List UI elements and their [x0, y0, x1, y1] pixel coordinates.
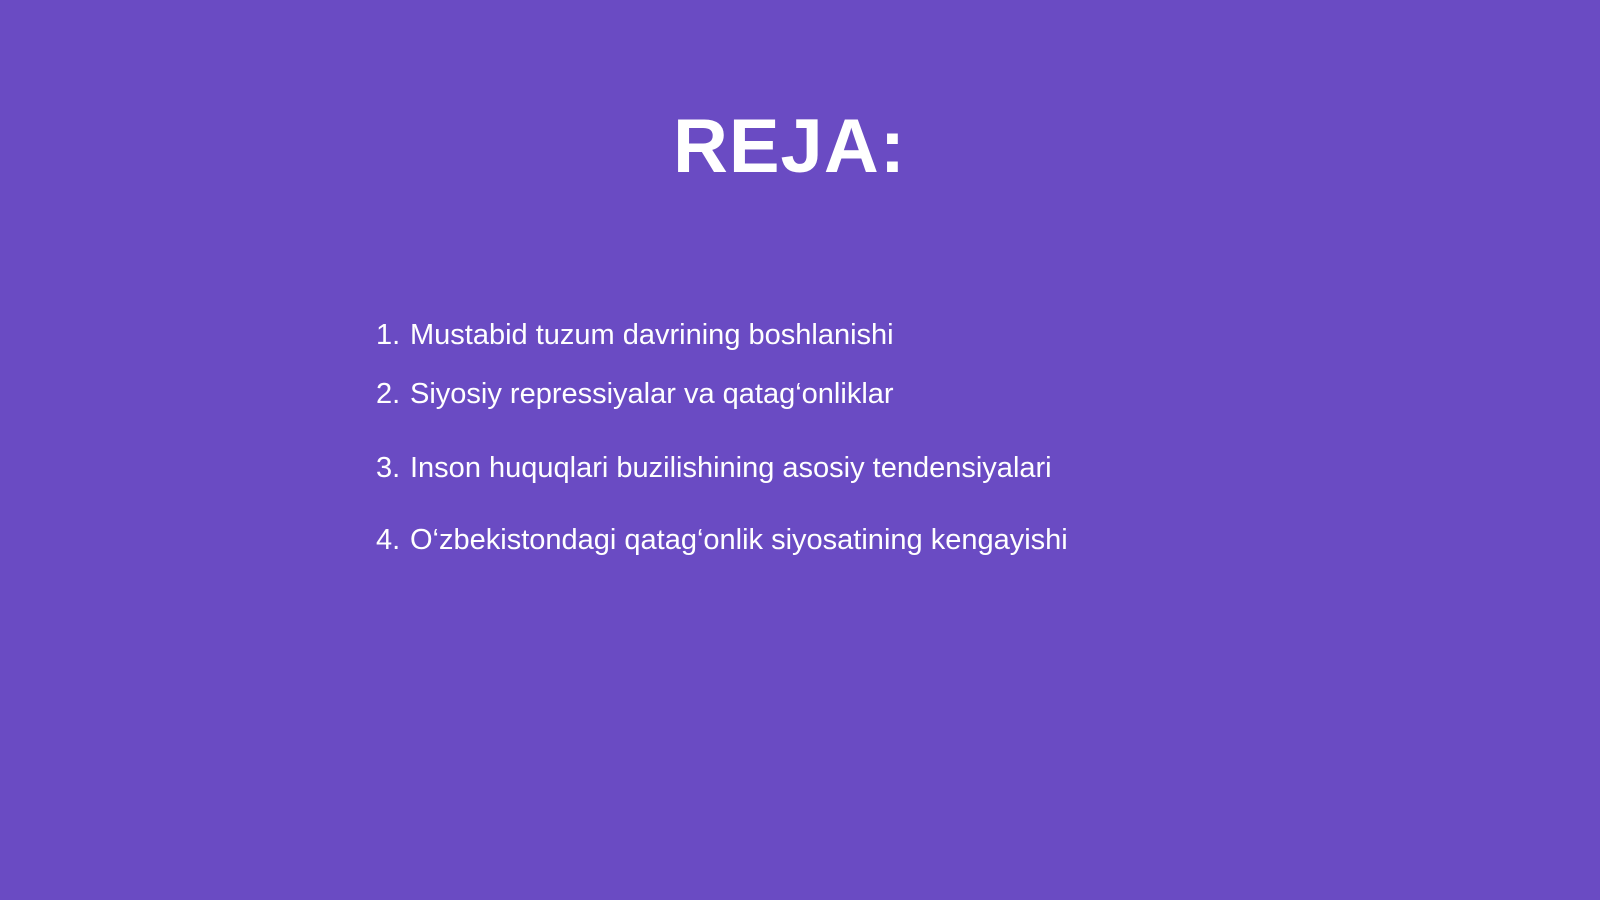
agenda-item: [376, 450, 1476, 486]
agenda-item: [376, 522, 1476, 558]
agenda-item-text: O‘zbekistondagi qatag‘onlik siyosatining kengayishi: [410, 524, 1068, 556]
slide-title: REJA:: [672, 104, 907, 189]
agenda-item: [376, 317, 1476, 353]
agenda-item-number: 4.: [376, 524, 401, 556]
agenda-item-text: Mustabid tuzum davrining boshlanishi: [410, 319, 894, 351]
agenda-item-text: Siyosiy repressiyalar va qatag‘onliklar: [410, 378, 894, 410]
agenda-item-text: Inson huquqlari buzilishining asosiy tendensiyalari: [410, 452, 1052, 484]
agenda-item: [376, 376, 1476, 412]
agenda-item-number: 2.: [376, 378, 401, 410]
agenda-item-number: 1.: [376, 319, 401, 351]
agenda-item-number: 3.: [376, 452, 401, 484]
